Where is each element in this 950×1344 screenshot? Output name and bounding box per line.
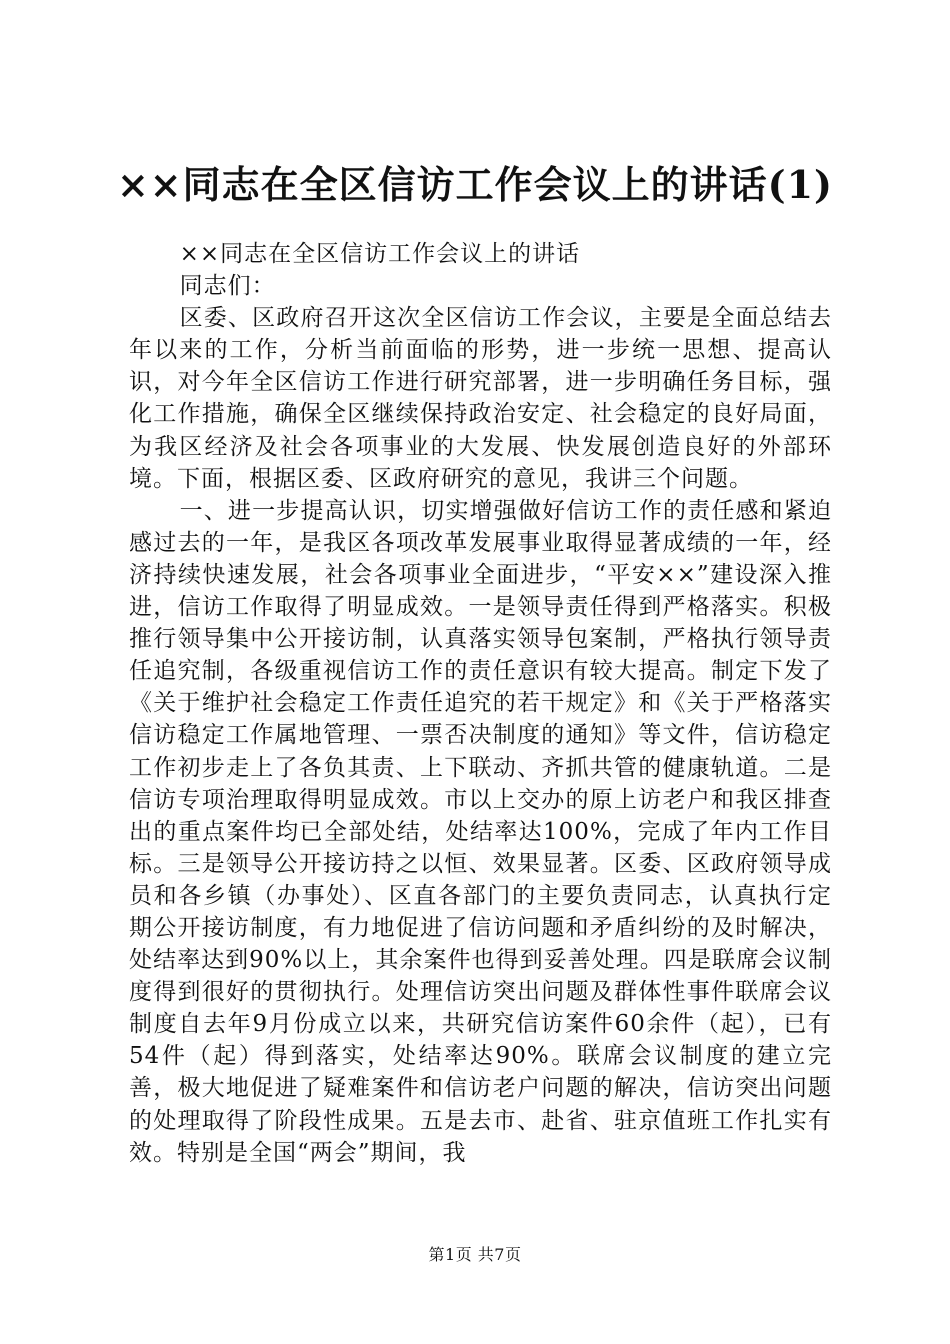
intro-paragraph: 区委、区政府召开这次全区信访工作会议，主要是全面总结去年以来的工作，分析当前面临的形势，进一步统一思想、提高认识，对今年全区信访工作进行研究部署，进一步明确任务目标，强化工作措施，确保全区继续保持政治安定、社会稳定的良好局面，为我区经济及社会各项事业的大发展、快发展创造良好的外部环境。下面，根据区委、区政府研究的意见，我讲三个问题。	[129, 305, 832, 492]
section-one-paragraph: 一、进一步提高认识，切实增强做好信访工作的责任感和紧迫感过去的一年，是我区各项改革发展事业取得显著成绩的一年，经济持续快速发展，社会各项事业全面进步，“平安××”建设深入推进，信访工作取得了明显成效。一是领导责任得到严格落实。积极推行领导集中公开接访制，认真落实领导包案制，严格执行领导责任追究制，各级重视信访工作的责任意识有较大提高。制定下发了《关于维护社会稳定工作责任追究的若干规定》和《关于严格落实信访稳定工作属地管理、一票否决制度的通知》等文件，信访稳定工作初步走上了各负其责、上下联动、齐抓共管的健康轨道。二是信访专项治理取得明显成效。市以上交办的原上访老户和我区排查出的重点案件均已全部处结，处结率达100%，完成了年内工作目标。三是领导公开接访持之以恒、效果显著。区委、区政府领导成员和各乡镇（办事处）、区直各部门的主要负责同志，认真执行定期公开接访制度，有力地促进了信访问题和矛盾纠纷的及时解决，处结率达到90%以上，其余案件也得到妥善处理。四是联席会议制度得到很好的贯彻执行。处理信访突出问题及群体性事件联席会议制度自去年9月份成立以来，共研究信访案件60余件（起），已有54件（起）得到落实，处结率达90%。联席会议制度的建立完善，极大地促进了疑难案件和信访老户问题的解决，信访突出问题的处理取得了阶段性成果。五是去市、赴省、驻京值班工作扎实有效。特别是全国“两会”期间，我	[129, 497, 832, 1166]
speech-subtitle: ××同志在全区信访工作会议上的讲话	[179, 241, 581, 267]
document-body	[129, 238, 832, 1169]
salutation: 同志们：	[179, 273, 276, 300]
page-number-footer: 第1页 共7页	[428, 1245, 522, 1264]
document-title: ××同志在全区信访工作会议上的讲话(1)	[116, 162, 834, 207]
